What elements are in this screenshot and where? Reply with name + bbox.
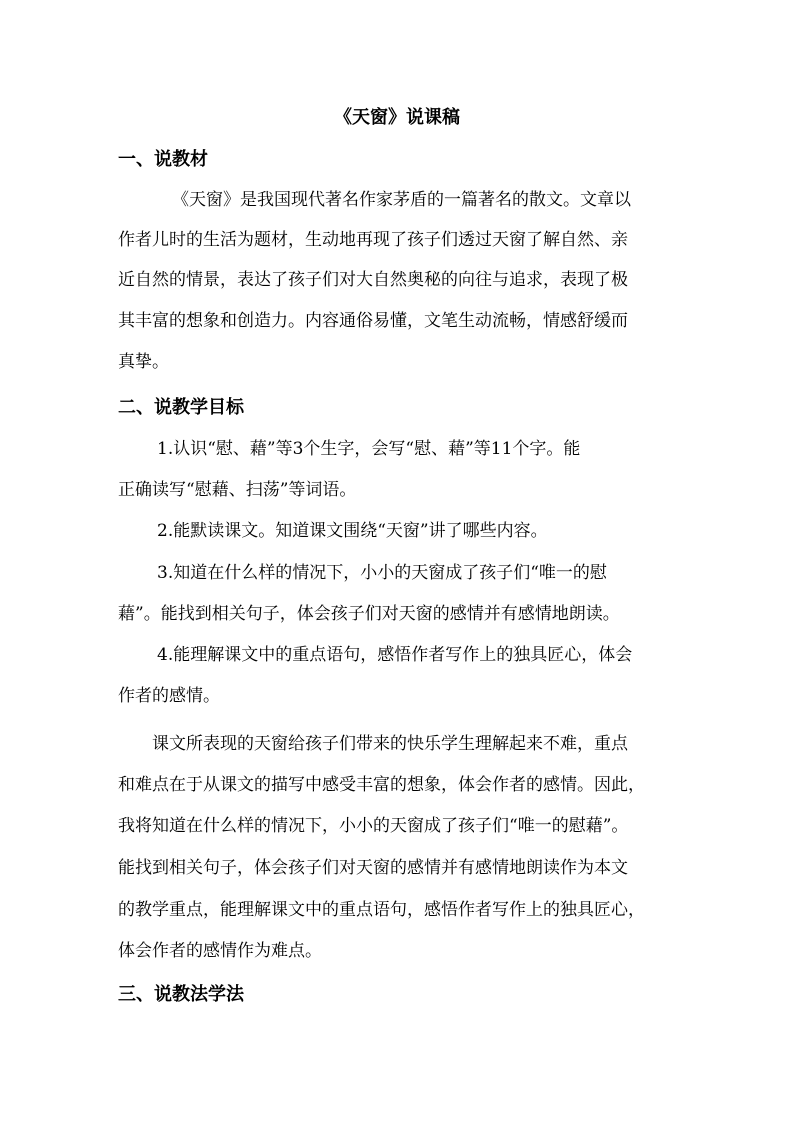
paragraph-line: 《天窗》是我国现代著名作家茅盾的一篇著名的散文。文章以: [172, 190, 631, 210]
paragraph-line: 3.知道在什么样的情况下，小小的天窗成了孩子们“唯一的慰: [157, 563, 607, 583]
paragraph-line: 正确读写“慰藉、扫荡”等词语。: [118, 480, 357, 500]
paragraph-line: 课文所表现的天窗给孩子们带来的快乐学生理解起来不难，重点: [152, 734, 628, 754]
paragraph-line: 藉”。能找到相关句子，体会孩子们对天窗的感情并有感情地朗读。: [118, 604, 620, 624]
document-title: 《天窗》说课稿: [334, 107, 460, 128]
paragraph-line: 4.能理解课文中的重点语句，感悟作者写作上的独具匠心，体会: [157, 645, 633, 665]
paragraph-line: 能找到相关句子，体会孩子们对天窗的感情并有感情地朗读作为本文: [118, 858, 628, 878]
paragraph-line: 的教学重点，能理解课文中的重点语句，感悟作者写作上的独具匠心，: [118, 900, 645, 920]
paragraph-line: 作者儿时的生活为题材，生动地再现了孩子们透过天窗了解自然、亲: [118, 230, 628, 250]
paragraph-line: 其丰富的想象和创造力。内容通俗易懂，文笔生动流畅，情感舒缓而: [118, 311, 628, 331]
paragraph-line: 作者的感情。: [118, 686, 220, 706]
paragraph-line: 近自然的情景，表达了孩子们对大自然奥秘的向往与追求，表现了极: [118, 270, 628, 290]
paragraph-line: 和难点在于从课文的描写中感受丰富的想象，体会作者的感情。因此，: [118, 775, 645, 795]
section-heading-objectives: 二、说教学目标: [118, 397, 244, 418]
paragraph-line: 1.认识“慰、藉”等3个生字，会写“慰、藉”等11个字。能: [157, 439, 581, 459]
paragraph-line: 体会作者的感情作为难点。: [118, 941, 322, 961]
section-heading-textbook: 一、说教材: [118, 149, 208, 170]
section-heading-methods: 三、说教法学法: [118, 984, 244, 1005]
paragraph-line: 真挚。: [118, 352, 169, 372]
paragraph-line: 2.能默读课文。知道课文围绕“天窗”讲了哪些内容。: [157, 521, 548, 541]
paragraph-line: 我将知道在什么样的情况下，小小的天窗成了孩子们“唯一的慰藉”。: [118, 816, 629, 836]
